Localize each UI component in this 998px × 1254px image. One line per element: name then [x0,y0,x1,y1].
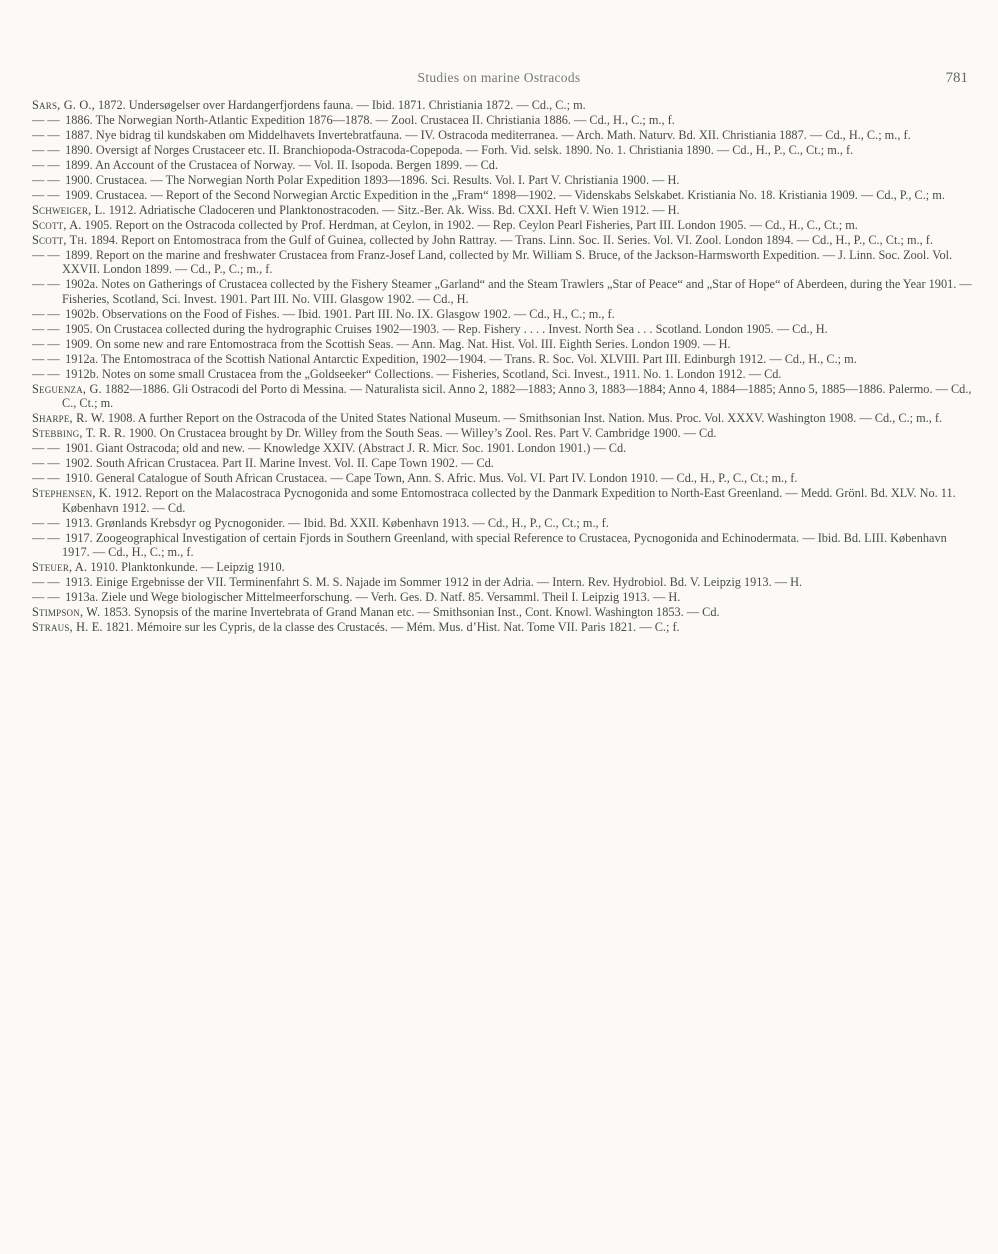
reference-text: 1910. General Catalogue of South African Crustacea. — Cape Town, Ann. S. Afric. Mus. Vol. VI. Part IV. London 1910. — Cd., H., P., C., Ct.; m., f. [65,471,798,486]
reference-text: 1901. Giant Ostracoda; old and new. — Knowledge XXIV. (Abstract J. R. Micr. Soc. 1901. London 1901.) — Cd. [65,441,627,456]
reference-text: 1902a. Notes on Gatherings of Crustacea collected by the Fishery Steamer „Garland“ and the Steam Trawlers „Star of Peace“ and „Star of Hope“ of Aberdeen, during the Year 1901. — Fisheries, Scotland, Sci. Invest. 1901. Part III. No. VIII. Glasgow 1902. — Cd., H. [62,277,972,306]
reference-entry [32,322,972,336]
reference-text: 1894. Report on Entomostraca from the Gulf of Guinea, collected by John Rattray. — Trans. Linn. Soc. II. Series. Vol. VI. Zool. London 1894. — Cd., H., P., C., Ct.; m., f. [90,233,933,247]
reference-text: 1917. Zoogeographical Investigation of certain Fjords in Southern Greenland, with special Reference to Crustacea, Pycnogonida and Echinodermata. — Ibid. Bd. LIII. København 1917. — Cd., H., C.; m., f. [62,530,947,560]
reference-author: — — [32,188,60,202]
reference-author: Schweiger, L. [32,203,106,217]
reference-entry [32,620,972,634]
reference-entry [32,113,972,127]
reference-text: 1913. Grønlands Krebsdyr og Pycnogonider. — Ibid. Bd. XXII. København 1913. — Cd., H., P., C., Ct.; m., f. [65,515,609,530]
reference-entry [32,486,972,515]
reference-author: Steuer, A. [32,560,88,575]
reference-entry [32,605,972,619]
reference-text: 1905. Report on the Ostracoda collected by Prof. Herdman, at Ceylon, in 1902. — Rep. Ceylon Pearl Fisheries, Part III. London 1905. — Cd., H., C., Ct.; m. [84,218,858,232]
reference-entry [32,471,972,485]
reference-entry [32,233,972,247]
reference-entry [32,560,972,574]
reference-entry [32,367,972,381]
reference-text: 1905. On Crustacea collected during the hydrographic Cruises 1902—1903. — Rep. Fishery . . . . Invest. North Sea . . . Scotland. London 1905. — Cd., H. [65,321,828,336]
reference-author: — — [32,113,60,127]
reference-text: 1909. Crustacea. — Report of the Second Norwegian Arctic Expedition in the „Fram“ 1898—1902. — Videnskabs Selskabet. Kristiania No. 18. Kristiania 1909. — Cd., P., C.; m. [65,188,945,202]
reference-author: — — [32,321,60,336]
reference-text: 1912. Adriatische Cladoceren und Planktonostracoden. — Sitz.-Ber. Ak. Wiss. Bd. CXXI. Heft V. Wien 1912. — H. [108,203,680,217]
reference-text: 1821. Mémoire sur les Cypris, de la classe des Crustacés. — Mém. Mus. d’Hist. Nat. Tome VII. Paris 1821. — C.; f. [105,620,680,635]
reference-entry [32,173,972,187]
reference-entry [32,516,972,530]
reference-author: Sars, G. O., [32,98,95,112]
reference-text: 1912b. Notes on some small Crustacea from the „Goldseeker“ Collections. — Fisheries, Scotland, Sci. Invest., 1911. No. 1. London 1912. — Cd. [65,366,782,381]
reference-entry [32,248,972,277]
reference-author: — — [32,441,60,456]
reference-author: Stebbing, T. R. R. [32,426,126,441]
reference-entry [32,128,972,142]
reference-author: — — [32,590,60,605]
reference-text: 1909. On some new and rare Entomostraca from the Scottish Seas. — Ann. Mag. Nat. Hist. Vol. III. Eighth Series. London 1909. — H. [65,336,731,351]
reference-author: — — [32,456,60,471]
reference-author: — — [32,158,60,172]
reference-text: 1886. The Norwegian North-Atlantic Expedition 1876—1878. — Zool. Crustacea II. Christiania 1886. — Cd., H., C.; m., f. [65,113,675,127]
reference-author: — — [32,277,60,292]
reference-author: Scott, Th. [32,233,88,247]
reference-entry [32,590,972,604]
reference-text: 1872. Undersøgelser over Hardangerfjordens fauna. — Ibid. 1871. Christiania 1872. — Cd., C.; m. [98,98,586,112]
reference-entry [32,337,972,351]
reference-author: — — [32,530,60,545]
reference-author: — — [32,306,60,321]
reference-entry [32,531,972,560]
reference-author: — — [32,173,60,187]
bibliography-list [32,98,972,635]
reference-author: Straus, H. E. [32,620,103,635]
reference-entry [32,411,972,425]
reference-author: — — [32,336,60,351]
reference-author: — — [32,515,60,530]
reference-author: — — [32,366,60,381]
reference-entry [32,203,972,217]
reference-text: 1912a. The Entomostraca of the Scottish National Antarctic Expedition, 1902—1904. — Trans. R. Soc. Vol. XLVIII. Part III. Edinburgh 1912. — Cd., H., C.; m. [65,351,857,366]
reference-text: 1890. Oversigt af Norges Crustaceer etc. II. Branchiopoda-Ostracoda-Copepoda. — Forh. Vid. selsk. 1890. No. 1. Christiania 1890. — Cd., H., P., C., Ct.; m., f. [65,143,854,157]
reference-text: 1887. Nye bidrag til kundskaben om Middelhavets Invertebratfauna. — IV. Ostracoda mediterranea. — Arch. Math. Naturv. Bd. XII. Christiania 1887. — Cd., H., C.; m., f. [65,128,911,142]
reference-entry [32,158,972,172]
reference-author: Seguenza, G. [32,381,102,396]
reference-entry [32,456,972,470]
reference-text: 1913. Einige Ergebnisse der VII. Terminenfahrt S. M. S. Najade im Sommer 1912 in der Adria. — Intern. Rev. Hydrobiol. Bd. V. Leipzig 1913. — H. [65,575,803,590]
reference-author: — — [32,575,60,590]
reference-author: — — [32,143,60,157]
reference-text: 1900. Crustacea. — The Norwegian North Polar Expedition 1893—1896. Sci. Results. Vol. I. Part V. Christiania 1900. — H. [65,173,680,187]
reference-author: — — [32,471,60,486]
reference-author: Sharpe, R. W. [32,411,105,426]
reference-text: 1913a. Ziele und Wege biologischer Mittelmeerforschung. — Verh. Ges. D. Natf. 85. Versamml. Theil I. Leipzig 1913. — H. [65,590,681,605]
reference-author: Scott, A. [32,218,82,232]
reference-text: 1912. Report on the Malacostraca Pycnogonida and some Entomostraca collected by the Danmark Expedition to North-East Greenland. — Medd. Grönl. Bd. XLV. No. 11. København 1912. — Cd. [62,486,956,515]
reference-text: 1908. A further Report on the Ostracoda of the United States National Museum. — Smithsonian Inst. Nation. Mus. Proc. Vol. XXXV. Washington 1908. — Cd., C.; m., f. [107,411,943,426]
reference-text: 1882—1886. Gli Ostracodi del Porto di Messina. — Naturalista sicil. Anno 2, 1882—1883; Anno 3, 1883—1884; Anno 4, 1884—1885; Anno 5, 1885—1886. Palermo. — Cd., C., Ct.; m. [62,381,972,411]
reference-entry [32,426,972,440]
reference-author: Stimpson, W. [32,605,101,620]
page-number: 781 [945,70,968,86]
reference-text: 1902b. Observations on the Food of Fishes. — Ibid. 1901. Part III. No. IX. Glasgow 1902. — Cd., H., C.; m., f. [65,306,615,321]
reference-entry [32,188,972,202]
reference-entry [32,307,972,321]
reference-text: 1899. Report on the marine and freshwater Crustacea from Franz-Josef Land, collected by Mr. William S. Bruce, of the Jackson-Harmsworth Expedition. — J. Linn. Soc. Zool. Vol. XXVII. London 1899. — Cd., P., C.; m., f. [62,248,953,277]
reference-entry [32,277,972,306]
reference-entry [32,441,972,455]
reference-author: Stephensen, K. [32,486,112,501]
reference-entry [32,382,972,411]
reference-text: 1910. Planktonkunde. — Leipzig 1910. [90,560,285,575]
reference-entry [32,575,972,589]
reference-entry [32,218,972,232]
reference-text: 1853. Synopsis of the marine Invertebrata of Grand Manan etc. — Smithsonian Inst., Cont. Knowl. Washington 1853. — Cd. [103,605,720,620]
running-head: Studies on marine Ostracods [417,70,581,85]
reference-text: 1899. An Account of the Crustacea of Norway. — Vol. II. Isopoda. Bergen 1899. — Cd. [65,158,499,172]
reference-entry [32,143,972,157]
reference-author: — — [32,128,60,142]
reference-entry [32,352,972,366]
reference-author: — — [32,351,60,366]
reference-entry [32,98,972,112]
reference-text: 1902. South African Crustacea. Part II. Marine Invest. Vol. II. Cape Town 1902. — Cd. [65,456,494,471]
reference-author: — — [32,248,60,262]
reference-text: 1900. On Crustacea brought by Dr. Willey from the South Seas. — Willey’s Zool. Res. Part V. Cambridge 1900. — Cd. [128,426,717,441]
